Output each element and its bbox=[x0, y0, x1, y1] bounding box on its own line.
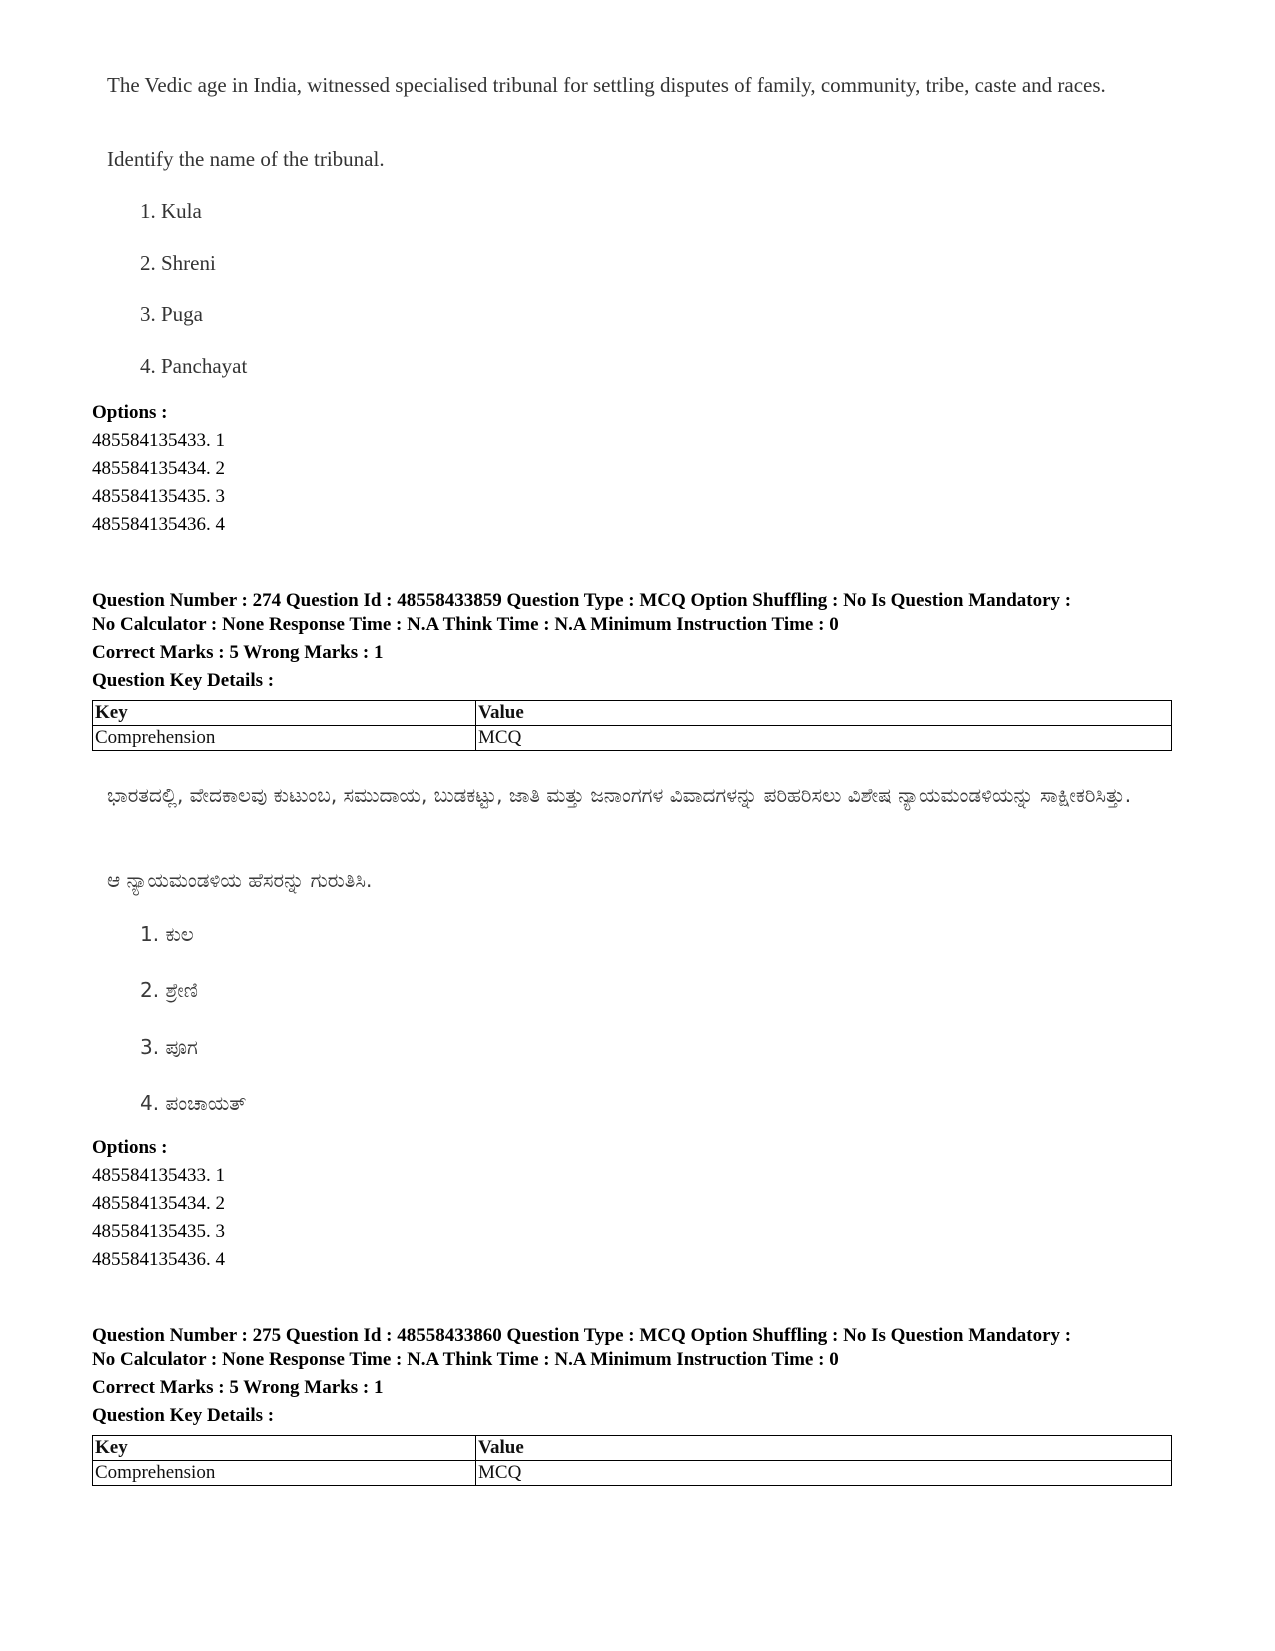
list-item: 1. ಕುಲ bbox=[140, 922, 194, 946]
marks-line: Correct Marks : 5 Wrong Marks : 1 bbox=[92, 642, 384, 663]
options-label: Options : bbox=[92, 402, 168, 423]
key-details-label: Question Key Details : bbox=[92, 1405, 275, 1426]
question-header-line1: Question Number : 275 Question Id : 48558433860 Question Type : MCQ Option Shuffling : No Is Question Mandatory : bbox=[92, 1325, 1072, 1346]
table-cell-key: Comprehension bbox=[93, 1461, 476, 1486]
table-header-key: Key bbox=[93, 701, 476, 726]
option-row: 485584135434. 2 bbox=[92, 1193, 225, 1214]
option-row: 485584135433. 1 bbox=[92, 1165, 225, 1186]
option-row: 485584135436. 4 bbox=[92, 1249, 225, 1270]
table-row bbox=[93, 726, 1172, 751]
question-prompt-kannada: ಆ ನ್ಯಾಯಮಂಡಳಿಯ ಹೆಸರನ್ನು ಗುರುತಿಸಿ. bbox=[107, 868, 373, 892]
list-item: 3. Puga bbox=[140, 302, 203, 326]
key-details-table bbox=[92, 700, 1172, 751]
question-header-line1: Question Number : 274 Question Id : 48558433859 Question Type : MCQ Option Shuffling : No Is Question Mandatory : bbox=[92, 590, 1072, 611]
table-cell-value: MCQ bbox=[476, 726, 1172, 751]
table-header-row bbox=[93, 1436, 1172, 1461]
question-prompt-kannada-wrap bbox=[107, 865, 1127, 896]
question-image-kannada bbox=[107, 780, 1147, 811]
question-text: The Vedic age in India, witnessed specialised tribunal for settling disputes of family, community, tribe, caste and races. bbox=[107, 73, 1106, 97]
question-header-line2: No Calculator : None Response Time : N.A Think Time : N.A Minimum Instruction Time : 0 bbox=[92, 614, 839, 635]
table-header-value: Value bbox=[476, 701, 1172, 726]
list-item: 4. ಪಂಚಾಯತ್ bbox=[140, 1091, 247, 1115]
table-header-value: Value bbox=[476, 1436, 1172, 1461]
option-row: 485584135436. 4 bbox=[92, 514, 225, 535]
question-header-line2: No Calculator : None Response Time : N.A Think Time : N.A Minimum Instruction Time : 0 bbox=[92, 1349, 839, 1370]
option-row: 485584135434. 2 bbox=[92, 458, 225, 479]
key-details-label: Question Key Details : bbox=[92, 670, 275, 691]
table-cell-key: Comprehension bbox=[93, 726, 476, 751]
option-row: 485584135435. 3 bbox=[92, 486, 225, 507]
marks-line: Correct Marks : 5 Wrong Marks : 1 bbox=[92, 1377, 384, 1398]
option-row: 485584135433. 1 bbox=[92, 430, 225, 451]
table-cell-value: MCQ bbox=[476, 1461, 1172, 1486]
table-header-row bbox=[93, 701, 1172, 726]
table-header-key: Key bbox=[93, 1436, 476, 1461]
list-item: 2. ಶ್ರೇಣಿ bbox=[140, 978, 198, 1002]
question-image-english bbox=[107, 72, 1127, 99]
list-item: 4. Panchayat bbox=[140, 354, 248, 378]
question-prompt-wrap bbox=[107, 146, 1127, 173]
list-item: 3. ಪೂಗ bbox=[140, 1035, 198, 1059]
list-item: 1. Kula bbox=[140, 199, 202, 223]
table-row bbox=[93, 1461, 1172, 1486]
list-item: 2. Shreni bbox=[140, 251, 216, 275]
option-row: 485584135435. 3 bbox=[92, 1221, 225, 1242]
question-text-kannada: ಭಾರತದಲ್ಲಿ, ವೇದಕಾಲವು ಕುಟುಂಬ, ಸಮುದಾಯ, ಬುಡಕಟ್ಟು, ಜಾತಿ ಮತ್ತು ಜನಾಂಗಗಳ ವಿವಾದಗಳನ್ನು ಪರಿಹರಿಸಲು ವಿಶೇಷ ನ್ಯಾಯಮಂಡಳಿಯನ್ನು ಸಾಕ್ಷೀಕರಿಸಿತ್ತು. bbox=[107, 783, 1132, 807]
options-label: Options : bbox=[92, 1137, 168, 1158]
question-prompt: Identify the name of the tribunal. bbox=[107, 147, 385, 171]
key-details-table bbox=[92, 1435, 1172, 1486]
